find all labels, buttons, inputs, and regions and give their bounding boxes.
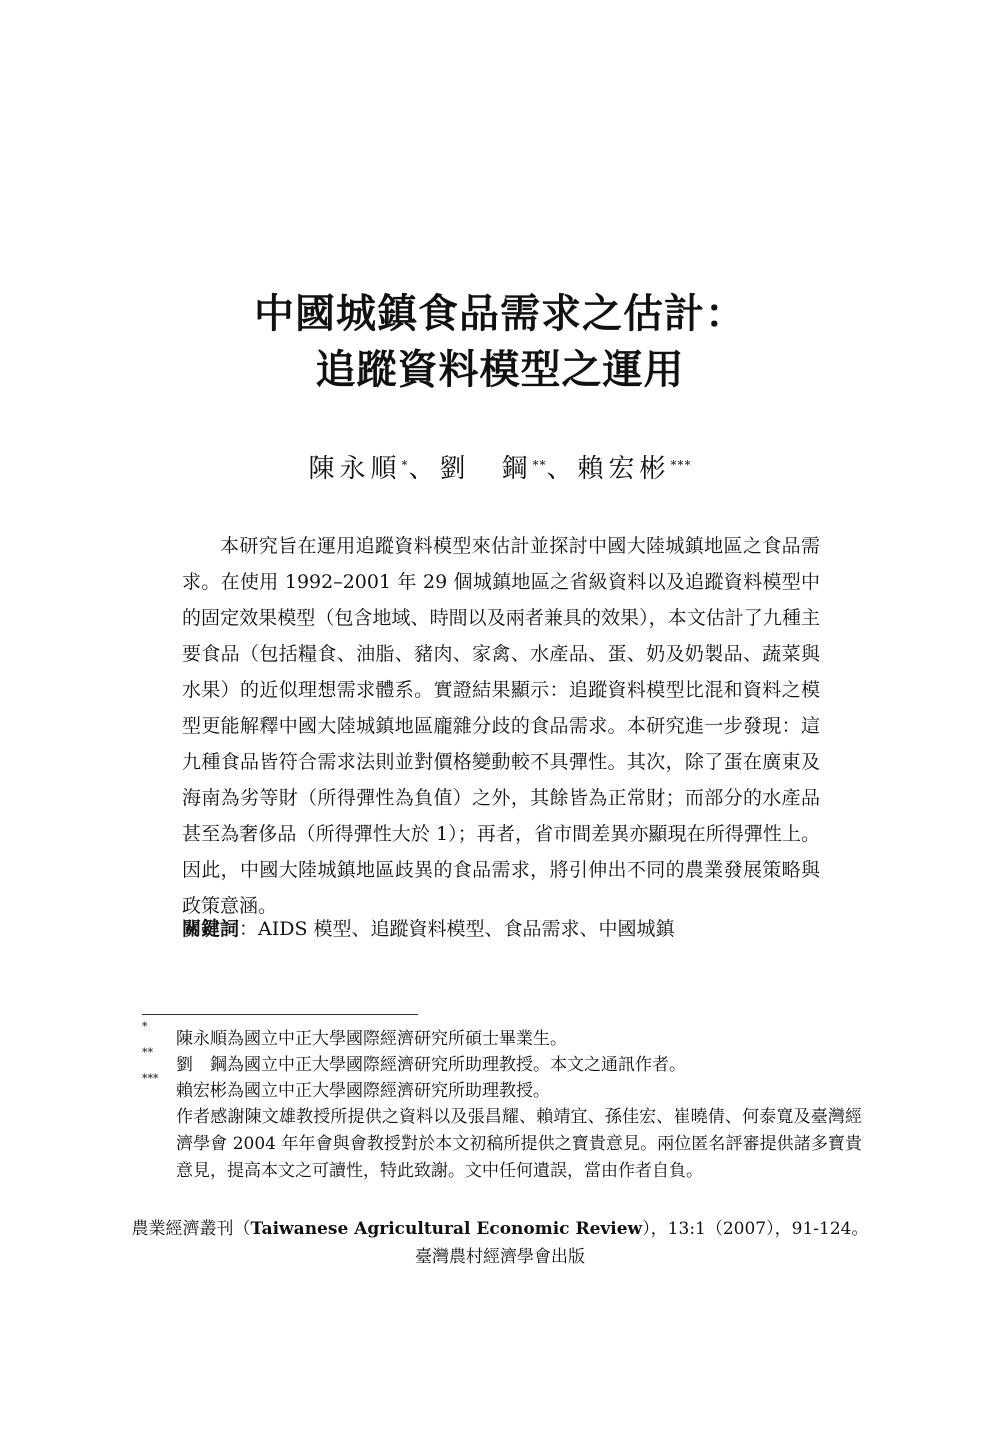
author-footnote-mark: *** bbox=[670, 458, 692, 472]
footnote bbox=[142, 1020, 862, 1052]
author-list bbox=[0, 452, 1000, 486]
footnote-divider bbox=[142, 1014, 418, 1015]
author-separator: 、 bbox=[408, 454, 440, 484]
keywords-text: ：AIDS 模型、追蹤資料模型、食品需求、中國城鎮 bbox=[239, 918, 675, 940]
journal-name-zh: 農業經濟叢刊（ bbox=[131, 1219, 251, 1239]
author-name: 劉 鋼 bbox=[439, 454, 533, 484]
journal-citation bbox=[0, 1216, 1000, 1242]
abstract: 本研究旨在運用追蹤資料模型來估計並探討中國大陸城鎮地區之食品需求。在使用 1992–2001 年 29 個城鎮地區之省級資料以及追蹤資料模型中的固定效果模型（包含地域、時間以及兩者兼具的效果），本文估計了九種主要食品（包括糧食、油脂、豬肉、家禽、水產品、蛋、奶及奶製品、蔬菜與水果）的近似理想需求體系。實證結果顯示：追蹤資料模型比混和資料之模型更能解釋中國大陸城鎮地區龐雜分歧的食品需求。本研究進一步發現：這九種食品皆符合需求法則並對價格變動較不具彈性。其次，除了蛋在廣東及海南為劣等財（所得彈性為負值）之外，其餘皆為正常財；而部分的水產品甚至為奢侈品（所得彈性大於 1）；再者，省市間差異亦顯現在所得彈性上。因此，中國大陸城鎮地區歧異的食品需求，將引伸出不同的農業發展策略與政策意涵。 bbox=[182, 535, 820, 917]
footnote-text: 陳永順為國立中正大學國際經濟研究所碩士畢業生。 bbox=[176, 1029, 567, 1049]
acknowledgement: 作者感謝陳文雄教授所提供之資料以及張昌耀、賴靖宜、孫佳宏、崔曉倩、何泰寬及臺灣經濟學會 2004 年年會與會教授對於本文初稿所提供之寶貴意見。兩位匿名評審提供諸多寶貴意見，提高本文之可讀性，特此致謝。文中任何遺誤，當由作者自負。 bbox=[176, 1107, 862, 1181]
keywords bbox=[182, 914, 820, 944]
author-footnote-mark: * bbox=[401, 458, 409, 472]
journal-issue: ），13:1（2007），91-124。 bbox=[642, 1219, 869, 1239]
author-name: 陳永順 bbox=[308, 454, 402, 484]
footnote bbox=[142, 1046, 862, 1078]
paper-title-line-1: 中國城鎮食品需求之估計： bbox=[254, 290, 746, 337]
keywords-label: 關鍵詞 bbox=[182, 918, 240, 940]
footnote-mark: ** bbox=[142, 1046, 153, 1059]
footnote-mark: *** bbox=[142, 1072, 159, 1085]
author-separator: 、 bbox=[546, 454, 578, 484]
paper-title-line-2: 追蹤資料模型之運用 bbox=[315, 346, 685, 393]
author-name: 賴宏彬 bbox=[577, 454, 671, 484]
journal-name-en: Taiwanese Agricultural Economic Review bbox=[250, 1219, 643, 1239]
publisher: 臺灣農村經濟學會出版 bbox=[415, 1247, 585, 1267]
footnote-text: 賴宏彬為國立中正大學國際經濟研究所助理教授。 bbox=[176, 1081, 550, 1101]
footnote-mark: * bbox=[142, 1020, 148, 1033]
footnote bbox=[142, 1072, 862, 1104]
author-footnote-mark: ** bbox=[532, 458, 547, 472]
footnote-text: 劉 鋼為國立中正大學國際經濟研究所助理教授。本文之通訊作者。 bbox=[176, 1055, 686, 1075]
